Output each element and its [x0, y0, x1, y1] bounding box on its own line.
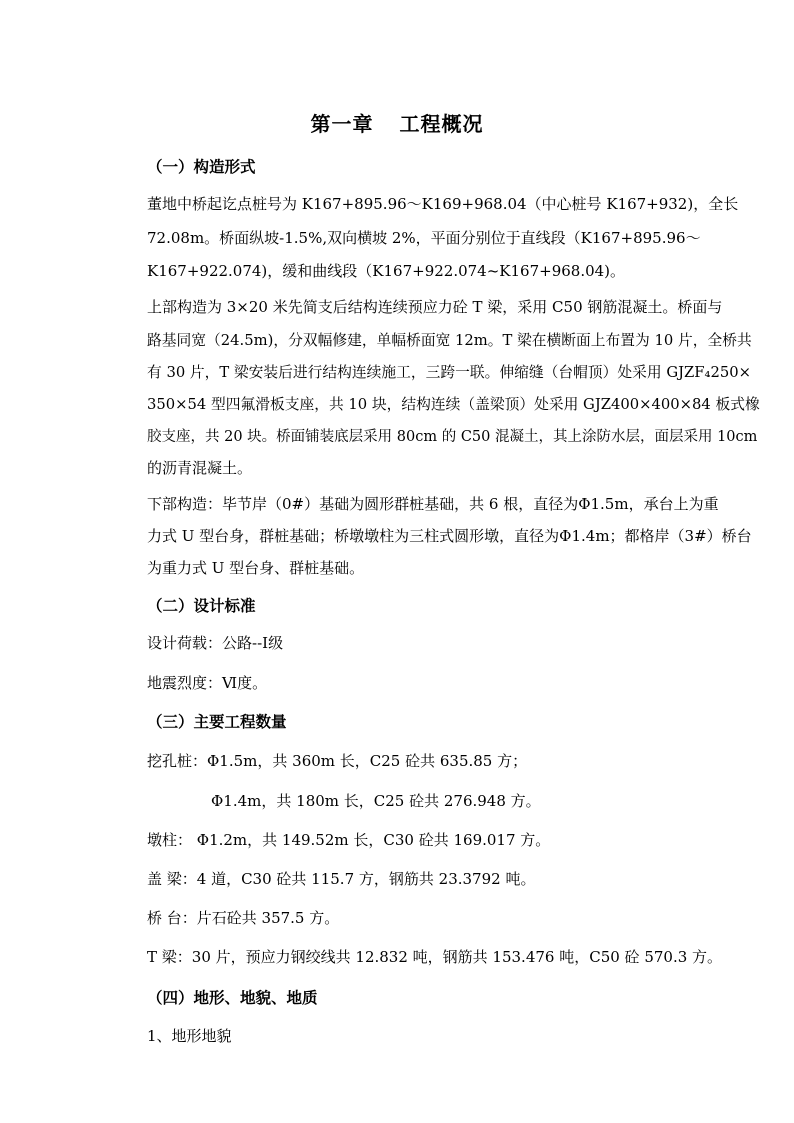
chapter-number: 第一章 [310, 112, 374, 136]
section-heading-terrain: （四）地形、地貌、地质 [147, 988, 318, 1007]
para1-line3: K167+922.074)，缓和曲线段（K167+922.074~K167+968.04)。 [147, 262, 626, 280]
para1-line1: 董地中桥起讫点桩号为 K167+895.96～K169+968.04（中心桩号 K167+932)，全长 [147, 195, 739, 213]
para2-line4: 350×54 型四氟滑板支座，共 10 块，结构连续（盖梁顶）处采用 GJZ400×400×84 板式橡 [147, 396, 760, 413]
chapter-name: 工程概况 [399, 112, 484, 136]
design-load: 设计荷载：公路--Ⅰ级 [147, 634, 284, 652]
qty-pile-1: 挖孔桩：Φ1.5m，共 360m 长，C25 砼共 635.85 方； [147, 752, 528, 770]
para2-line6: 的沥青混凝土。 [147, 459, 253, 477]
para2-line1: 上部构造为 3×20 米先简支后结构连续预应力砼 T 梁，采用 C50 钢筋混凝土。桥面与 [147, 298, 723, 316]
qty-column: 墩柱： Φ1.2m，共 149.52m 长，C30 砼共 169.017 方。 [147, 831, 551, 849]
seismic-intensity: 地震烈度：Ⅵ度。 [147, 674, 268, 692]
para3-line2: 力式 U 型台身，群桩基础；桥墩墩柱为三柱式圆形墩，直径为Φ1.4m；都格岸（3#）桥台 [147, 527, 752, 545]
qty-abutment: 桥 台：片石砼共 357.5 方。 [147, 909, 340, 927]
para2-line2: 路基同宽（24.5m)，分双幅修建，单幅桥面宽 12m。T 梁在横断面上布置为 10 片，全桥共 [147, 332, 752, 349]
para2-line5: 胶支座，共 20 块。桥面铺装底层采用 80cm 的 C50 混凝土，其上涂防水层，面层采用 10cm [147, 429, 758, 445]
section-heading-quantities: （三）主要工程数量 [147, 712, 287, 731]
section-heading-standards: （二）设计标准 [147, 596, 256, 615]
qty-t-beam: T 梁：30 片，预应力钢绞线共 12.832 吨，钢筋共 153.476 吨，C50 砼 570.3 方。 [147, 948, 723, 966]
qty-cap-beam: 盖 梁：4 道，C30 砼共 115.7 方，钢筋共 23.3792 吨。 [147, 870, 536, 888]
para1-line2: 72.08m。桥面纵坡-1.5%,双向横坡 2%，平面分别位于直线段（K167+895.96～ [147, 229, 701, 247]
para3-line3: 为重力式 U 型台身、群桩基础。 [147, 559, 365, 577]
para2-line3: 有 30 片，T 梁安装后进行结构连续施工，三跨一联。伸缩缝（台帽顶）处采用 GJZF₄250× [147, 364, 751, 381]
para3-line1: 下部构造：毕节岸（0#）基础为圆形群桩基础，共 6 根，直径为Φ1.5m，承台上为重 [147, 495, 719, 513]
chapter-title [0, 108, 794, 137]
subsection-terrain: 1、地形地貌 [147, 1027, 232, 1045]
qty-pile-2: Φ1.4m，共 180m 长，C25 砼共 276.948 方。 [211, 792, 541, 810]
section-heading-structure: （一）构造形式 [147, 157, 256, 176]
